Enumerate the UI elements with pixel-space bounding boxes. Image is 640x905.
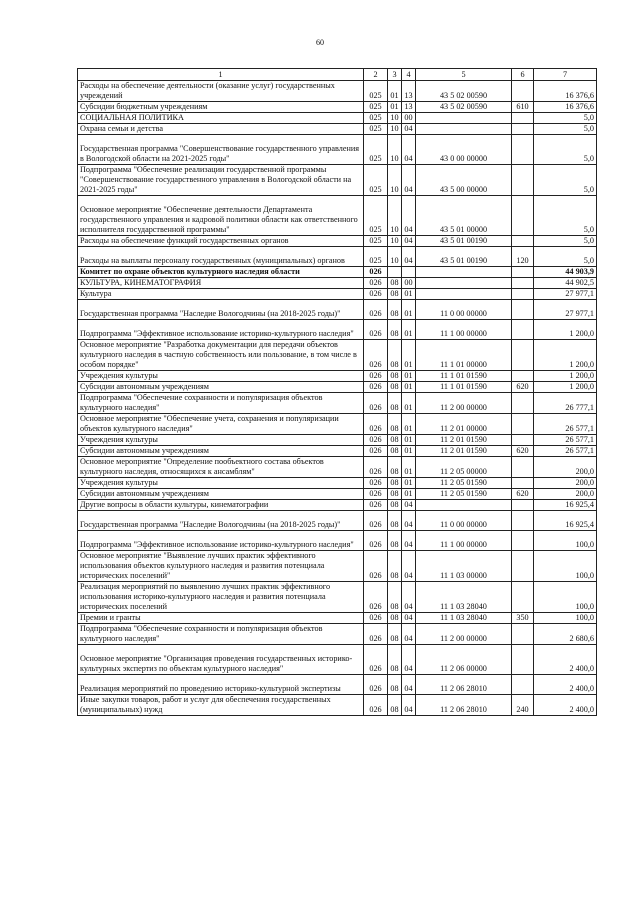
cell-expense-type: 620 [512,382,534,393]
cell-name: Учреждения культуры [78,371,364,382]
cell-section: 10 [388,247,402,267]
cell-name: Субсидии бюджетным учреждениям [78,102,364,113]
cell-name: Комитет по охране объектов культурного наследия области [78,267,364,278]
cell-name: Премии и гранты [78,613,364,624]
cell-amount: 1 200,0 [534,382,597,393]
cell-subsection: 00 [402,278,416,289]
cell-ministry: 025 [364,113,388,124]
cell-target-article: 11 2 01 00000 [416,414,512,435]
cell-expense-type [512,582,534,613]
table-row [78,267,597,278]
cell-amount: 16 376,6 [534,102,597,113]
cell-subsection: 04 [402,236,416,247]
cell-amount: 26 777,1 [534,393,597,414]
table-row [78,320,597,340]
cell-target-article: 11 2 06 28010 [416,695,512,716]
cell-subsection: 01 [402,446,416,457]
cell-expense-type [512,289,534,300]
cell-amount: 100,0 [534,531,597,551]
cell-target-article: 11 2 00 00000 [416,624,512,645]
header-col-4: 4 [402,69,416,81]
cell-section: 08 [388,511,402,531]
cell-amount: 5,0 [534,113,597,124]
cell-subsection: 04 [402,124,416,135]
table-row [78,613,597,624]
cell-section: 01 [388,102,402,113]
cell-ministry: 026 [364,551,388,582]
header-col-2: 2 [364,69,388,81]
cell-section: 08 [388,320,402,340]
cell-expense-type [512,393,534,414]
cell-ministry: 026 [364,289,388,300]
cell-ministry: 026 [364,531,388,551]
cell-section: 08 [388,278,402,289]
cell-amount: 2 400,0 [534,675,597,695]
table-row [78,196,597,236]
table-row [78,236,597,247]
cell-target-article: 11 2 06 28010 [416,675,512,695]
cell-subsection: 13 [402,81,416,102]
cell-amount: 2 400,0 [534,645,597,675]
header-col-3: 3 [388,69,402,81]
cell-section: 08 [388,340,402,371]
cell-target-article [416,113,512,124]
cell-section: 08 [388,675,402,695]
cell-expense-type [512,196,534,236]
cell-ministry: 025 [364,247,388,267]
table-row [78,102,597,113]
table-row [78,393,597,414]
cell-section: 10 [388,135,402,165]
cell-amount: 1 200,0 [534,320,597,340]
cell-subsection: 04 [402,135,416,165]
cell-ministry: 026 [364,435,388,446]
cell-expense-type [512,645,534,675]
cell-expense-type: 350 [512,613,534,624]
table-row [78,500,597,511]
table-row [78,165,597,196]
cell-expense-type [512,551,534,582]
cell-expense-type [512,675,534,695]
cell-expense-type [512,457,534,478]
cell-subsection: 01 [402,289,416,300]
cell-target-article: 43 5 01 00190 [416,236,512,247]
cell-amount: 5,0 [534,165,597,196]
cell-name: Расходы на обеспечение функций государственных органов [78,236,364,247]
cell-target-article: 11 1 01 01590 [416,371,512,382]
cell-name: Основное мероприятие "Разработка документации для передачи объектов культурного наследия в частную собственность или пользование, в том числе в особом порядке" [78,340,364,371]
cell-subsection: 01 [402,478,416,489]
cell-amount: 5,0 [534,236,597,247]
cell-ministry: 026 [364,613,388,624]
cell-amount: 100,0 [534,551,597,582]
table-row [78,435,597,446]
cell-amount: 16 925,4 [534,511,597,531]
cell-amount: 5,0 [534,135,597,165]
cell-expense-type [512,300,534,320]
cell-ministry: 026 [364,414,388,435]
cell-expense-type: 240 [512,695,534,716]
table-row [78,113,597,124]
header-col-6: 6 [512,69,534,81]
table-row [78,489,597,500]
cell-expense-type [512,278,534,289]
cell-section: 08 [388,371,402,382]
table-row [78,624,597,645]
cell-name: Субсидии автономным учреждениям [78,446,364,457]
cell-ministry: 025 [364,81,388,102]
table-row [78,289,597,300]
cell-section: 08 [388,489,402,500]
table-row [78,478,597,489]
cell-ministry: 025 [364,196,388,236]
table-row [78,135,597,165]
cell-subsection: 04 [402,511,416,531]
cell-expense-type [512,81,534,102]
cell-name: Субсидии автономным учреждениям [78,489,364,500]
cell-amount: 2 400,0 [534,695,597,716]
cell-name: Субсидии автономным учреждениям [78,382,364,393]
cell-amount: 26 577,1 [534,446,597,457]
cell-name: СОЦИАЛЬНАЯ ПОЛИТИКА [78,113,364,124]
table-row [78,300,597,320]
cell-section: 08 [388,613,402,624]
cell-subsection: 04 [402,551,416,582]
cell-ministry: 026 [364,382,388,393]
cell-subsection: 04 [402,675,416,695]
cell-amount: 16 376,6 [534,81,597,102]
cell-target-article: 11 1 03 00000 [416,551,512,582]
cell-subsection: 01 [402,340,416,371]
cell-subsection: 04 [402,582,416,613]
table-row [78,446,597,457]
cell-ministry: 025 [364,102,388,113]
cell-amount: 1 200,0 [534,340,597,371]
cell-target-article: 11 2 06 00000 [416,645,512,675]
cell-target-article: 43 0 00 00000 [416,135,512,165]
cell-ministry: 026 [364,675,388,695]
cell-amount: 200,0 [534,478,597,489]
cell-subsection: 04 [402,247,416,267]
cell-subsection: 04 [402,165,416,196]
cell-amount: 100,0 [534,582,597,613]
cell-ministry: 026 [364,278,388,289]
table-row [78,675,597,695]
cell-section: 08 [388,551,402,582]
cell-section: 08 [388,393,402,414]
cell-target-article [416,289,512,300]
cell-target-article: 11 1 00 00000 [416,531,512,551]
cell-expense-type: 120 [512,247,534,267]
cell-subsection: 01 [402,414,416,435]
cell-target-article: 43 5 01 00000 [416,196,512,236]
cell-section: 08 [388,500,402,511]
cell-name: КУЛЬТУРА, КИНЕМАТОГРАФИЯ [78,278,364,289]
table-row [78,81,597,102]
cell-name: Государственная программа "Совершенствование государственного управления в Вологодской области на 2021-2025 годы" [78,135,364,165]
cell-amount: 5,0 [534,247,597,267]
cell-amount: 1 200,0 [534,371,597,382]
cell-subsection: 04 [402,196,416,236]
cell-section: 10 [388,113,402,124]
cell-amount: 27 977,1 [534,289,597,300]
cell-section: 01 [388,81,402,102]
table-row [78,278,597,289]
cell-subsection: 04 [402,500,416,511]
cell-section: 08 [388,300,402,320]
header-col-7: 7 [534,69,597,81]
cell-ministry: 025 [364,124,388,135]
cell-subsection: 00 [402,113,416,124]
cell-subsection: 01 [402,489,416,500]
cell-expense-type [512,624,534,645]
cell-expense-type [512,531,534,551]
budget-table [77,68,597,716]
cell-expense-type: 610 [512,102,534,113]
cell-name: Учреждения культуры [78,435,364,446]
cell-ministry: 026 [364,500,388,511]
cell-section: 08 [388,531,402,551]
cell-section: 08 [388,446,402,457]
header-col-1: 1 [78,69,364,81]
cell-name: Культура [78,289,364,300]
cell-target-article: 43 5 02 00590 [416,102,512,113]
cell-target-article: 11 0 00 00000 [416,300,512,320]
cell-target-article [416,124,512,135]
cell-section: 10 [388,236,402,247]
cell-ministry: 026 [364,340,388,371]
cell-ministry: 026 [364,267,388,278]
cell-section: 10 [388,196,402,236]
cell-ministry: 026 [364,446,388,457]
cell-target-article: 11 2 05 01590 [416,489,512,500]
cell-target-article: 11 1 00 00000 [416,320,512,340]
cell-section [388,267,402,278]
table-row [78,382,597,393]
cell-expense-type: 620 [512,446,534,457]
cell-section: 08 [388,414,402,435]
cell-expense-type: 620 [512,489,534,500]
cell-expense-type [512,371,534,382]
cell-target-article: 11 2 00 00000 [416,393,512,414]
cell-name: Подпрограмма "Обеспечение реализации государственной программы "Совершенствование государственного управления в Вологодской области на 2021-2025 годы" [78,165,364,196]
cell-name: Государственная программа "Наследие Вологодчины (на 2018-2025 годы)" [78,511,364,531]
cell-name: Иные закупки товаров, работ и услуг для обеспечения государственных (муниципальных) нужд [78,695,364,716]
cell-section: 08 [388,289,402,300]
cell-subsection: 04 [402,613,416,624]
cell-name: Основное мероприятие "Организация проведения государственных историко-культурных экспертиз по объектам культурного наследия" [78,645,364,675]
cell-name: Подпрограмма "Обеспечение сохранности и популяризация объектов культурного наследия" [78,393,364,414]
cell-subsection: 13 [402,102,416,113]
cell-name: Реализация мероприятий по проведению историко-культурной экспертизы [78,675,364,695]
cell-expense-type [512,414,534,435]
table-row [78,457,597,478]
table-row [78,582,597,613]
cell-ministry: 026 [364,457,388,478]
cell-section: 08 [388,435,402,446]
cell-amount: 100,0 [534,613,597,624]
cell-ministry: 025 [364,165,388,196]
cell-target-article: 43 5 02 00590 [416,81,512,102]
cell-subsection: 04 [402,695,416,716]
header-col-5: 5 [416,69,512,81]
cell-name: Реализация мероприятий по выявлению лучших практик эффективного использования историко-культурного наследия и развития потенциала исторических поселений [78,582,364,613]
cell-amount: 5,0 [534,124,597,135]
cell-amount: 26 577,1 [534,435,597,446]
cell-name: Расходы на выплаты персоналу государственных (муниципальных) органов [78,247,364,267]
cell-expense-type [512,478,534,489]
table-row [78,511,597,531]
cell-target-article: 43 5 01 00190 [416,247,512,267]
cell-subsection: 01 [402,382,416,393]
cell-subsection: 04 [402,624,416,645]
cell-ministry: 026 [364,320,388,340]
cell-name: Учреждения культуры [78,478,364,489]
cell-section: 08 [388,582,402,613]
page-number: 60 [316,38,324,47]
cell-target-article [416,500,512,511]
cell-section: 08 [388,382,402,393]
cell-target-article: 11 2 05 00000 [416,457,512,478]
cell-ministry: 026 [364,300,388,320]
cell-ministry: 026 [364,478,388,489]
table-row [78,124,597,135]
cell-target-article [416,278,512,289]
table-row [78,645,597,675]
cell-amount: 26 577,1 [534,414,597,435]
cell-ministry: 026 [364,695,388,716]
cell-expense-type [512,320,534,340]
cell-name: Охрана семьи и детства [78,124,364,135]
table-row [78,414,597,435]
table-row [78,371,597,382]
cell-amount: 44 902,5 [534,278,597,289]
cell-section: 08 [388,624,402,645]
cell-target-article: 11 2 01 01590 [416,446,512,457]
cell-amount: 200,0 [534,489,597,500]
cell-subsection: 01 [402,393,416,414]
cell-subsection: 04 [402,531,416,551]
cell-expense-type [512,435,534,446]
cell-amount: 44 903,9 [534,267,597,278]
cell-target-article: 11 2 01 01590 [416,435,512,446]
cell-target-article: 43 5 00 00000 [416,165,512,196]
cell-ministry: 026 [364,582,388,613]
cell-subsection: 01 [402,435,416,446]
cell-subsection: 01 [402,320,416,340]
cell-expense-type [512,124,534,135]
cell-section: 08 [388,457,402,478]
cell-target-article: 11 1 03 28040 [416,582,512,613]
cell-ministry: 026 [364,511,388,531]
table-row [78,247,597,267]
cell-amount: 2 680,6 [534,624,597,645]
cell-target-article: 11 1 03 28040 [416,613,512,624]
table-row [78,551,597,582]
cell-expense-type [512,511,534,531]
cell-subsection: 01 [402,371,416,382]
cell-amount: 5,0 [534,196,597,236]
cell-subsection: 04 [402,645,416,675]
cell-subsection: 01 [402,457,416,478]
cell-section: 10 [388,165,402,196]
cell-section: 08 [388,645,402,675]
cell-name: Государственная программа "Наследие Вологодчины (на 2018-2025 годы)" [78,300,364,320]
cell-ministry: 026 [364,624,388,645]
cell-expense-type [512,340,534,371]
cell-name: Расходы на обеспечение деятельности (оказание услуг) государственных учреждений [78,81,364,102]
cell-name: Подпрограмма "Обеспечение сохранности и популяризация объектов культурного наследия" [78,624,364,645]
cell-expense-type [512,165,534,196]
cell-expense-type [512,267,534,278]
table-row [78,531,597,551]
cell-subsection [402,267,416,278]
cell-ministry: 026 [364,489,388,500]
cell-target-article: 11 0 00 00000 [416,511,512,531]
cell-expense-type [512,135,534,165]
cell-section: 08 [388,695,402,716]
cell-ministry: 026 [364,645,388,675]
cell-section: 10 [388,124,402,135]
cell-amount: 200,0 [534,457,597,478]
cell-target-article: 11 1 01 01590 [416,382,512,393]
cell-ministry: 025 [364,236,388,247]
cell-name: Основное мероприятие "Обеспечение учета, сохранения и популяризации объектов культурного наследия" [78,414,364,435]
cell-expense-type [512,113,534,124]
cell-section: 08 [388,478,402,489]
cell-name: Другие вопросы в области культуры, кинематографии [78,500,364,511]
cell-target-article: 11 1 01 00000 [416,340,512,371]
cell-subsection: 01 [402,300,416,320]
cell-ministry: 026 [364,393,388,414]
cell-expense-type [512,500,534,511]
cell-name: Подпрограмма "Эффективное использование историко-культурного наследия" [78,531,364,551]
cell-amount: 16 925,4 [534,500,597,511]
table-body [78,81,597,716]
cell-name: Основное мероприятие "Обеспечение деятельности Департамента государственного управления и кадровой политики области как ответственного исполнителя государственной программы" [78,196,364,236]
header-row [78,69,597,81]
table-row [78,340,597,371]
cell-name: Основное мероприятие "Определение пообъектного состава объектов культурного наследия, относящихся к ансамблям" [78,457,364,478]
cell-target-article: 11 2 05 01590 [416,478,512,489]
cell-ministry: 026 [364,371,388,382]
cell-name: Подпрограмма "Эффективное использование историко-культурного наследия" [78,320,364,340]
cell-amount: 27 977,1 [534,300,597,320]
cell-target-article [416,267,512,278]
cell-name: Основное мероприятие "Выявление лучших практик эффективного использования объектов культурного наследия и развития потенциала исторических поселений" [78,551,364,582]
cell-ministry: 025 [364,135,388,165]
table-row [78,695,597,716]
cell-expense-type [512,236,534,247]
